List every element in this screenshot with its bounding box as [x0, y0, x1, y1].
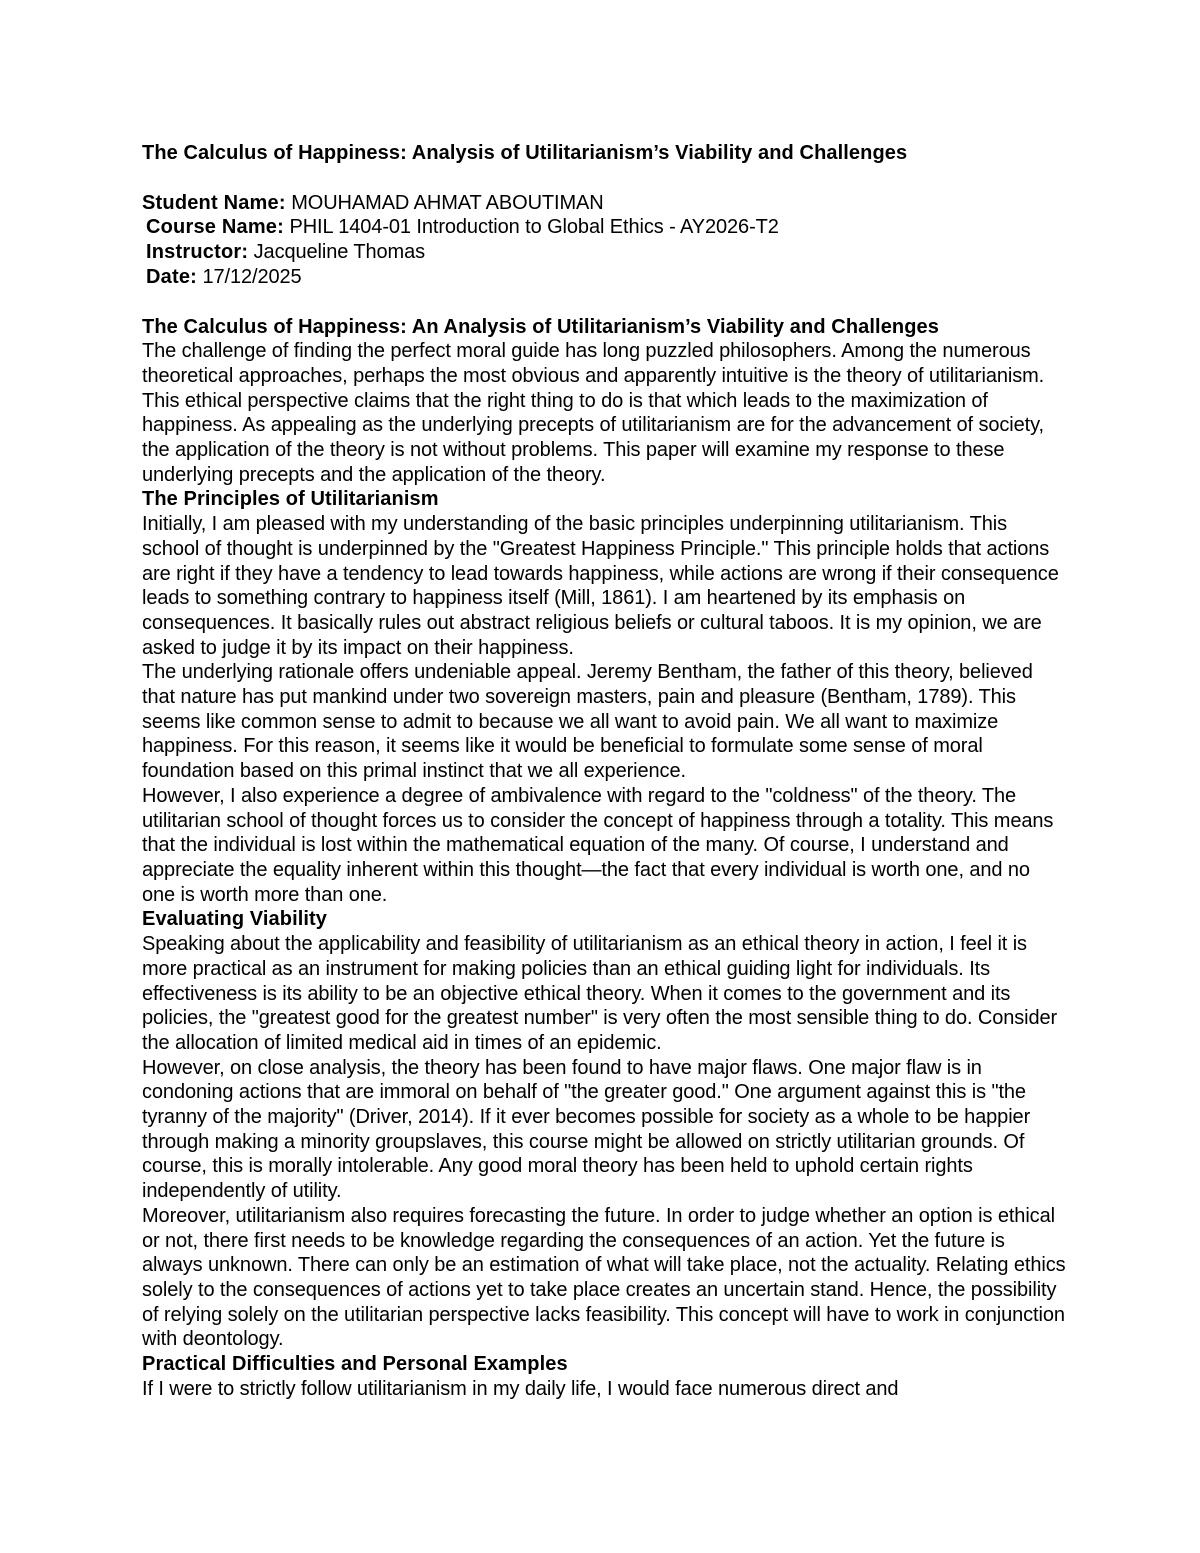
document-page: [142, 141, 1067, 1401]
paragraph: If I were to strictly follow utilitarianism in my daily life, I would face numerous direct and: [142, 1377, 899, 1400]
meta-value: 17/12/2025: [197, 265, 302, 288]
section-heading: Evaluating Viability: [142, 908, 328, 931]
section-heading: The Calculus of Happiness: An Analysis of Utilitarianism’s Viability and Challenges: [142, 315, 940, 338]
paragraph: The underlying rationale offers undeniable appeal. Jeremy Bentham, the father of this theory, believed that nature has put mankind under two sovereign masters, pain and pleasure (Bentham, 1789). This seems like common sense to admit to because we all want to avoid pain. We all want to maximize happiness. For this reason, it seems like it would be beneficial to formulate some sense of moral foundation based on this primal instinct that we all experience.: [142, 661, 1033, 783]
section-practical-difficulties: [142, 1352, 1067, 1401]
meta-label: Instructor:: [146, 241, 249, 264]
instructor-line: [142, 240, 1067, 265]
meta-label: Course Name:: [146, 216, 284, 239]
meta-value: PHIL 1404-01 Introduction to Global Ethics - AY2026-T2: [284, 216, 779, 239]
section-introduction: [142, 315, 1067, 488]
meta-value: Jacqueline Thomas: [248, 241, 426, 264]
section-principles: [142, 487, 1067, 907]
section-viability: [142, 907, 1067, 1352]
paragraph: The challenge of finding the perfect moral guide has long puzzled philosophers. Among the numerous theoretical approaches, perhaps the most obvious and apparently intuitive is the theory of utilitarianism. This ethical perspective claims that the right thing to do is that which leads to the maximization of happiness. As appealing as the underlying precepts of utilitarianism are for the advancement of society, the application of the theory is not without problems. This paper will examine my response to these underlying precepts and the application of the theory.: [142, 340, 1045, 486]
paragraph: However, I also experience a degree of ambivalence with regard to the "coldness" of the theory. The utilitarian school of thought forces us to consider the concept of happiness through a totality. This means that the individual is lost within the mathematical equation of the many. Of course, I understand and appreciate the equality inherent within this thought—the fact that every individual is worth one, and no one is worth more than one.: [142, 784, 1054, 906]
paragraph: Moreover, utilitarianism also requires forecasting the future. In order to judge whether an option is ethical or not, there first needs to be knowledge regarding the consequences of an action. Yet the future is always unknown. There can only be an estimation of what will take place, not the actuality. Relating ethics solely to the consequences of actions yet to take place creates an uncertain stand. Hence, the possibility of relying solely on the utilitarian perspective lacks feasibility. This concept will have to work in conjunction with deontology.: [142, 1204, 1066, 1351]
document-title: The Calculus of Happiness: Analysis of Utilitarianism’s Viability and Challenges: [142, 142, 908, 164]
paragraph: Speaking about the applicability and feasibility of utilitarianism as an ethical theory in action, I feel it is more practical as an instrument for making policies than an ethical guiding light for individuals. Its effectiveness is its ability to be an objective ethical theory. When it comes to the government and its policies, the "greatest good for the greatest number" is very often the most sensible thing to do. Consider the allocation of limited medical aid in times of an epidemic.: [142, 933, 1058, 1054]
section-heading: The Principles of Utilitarianism: [142, 488, 439, 511]
section-heading: Practical Difficulties and Personal Examples: [142, 1353, 568, 1376]
paragraph: However, on close analysis, the theory has been found to have major flaws. One major flaw is in condoning actions that are immoral on behalf of "the greater good." One argument against this is "the tyranny of the majority" (Driver, 2014). If it ever becomes possible for society as a whole to be happier through making a minority groupslaves, this course might be allowed on strictly utilitarian grounds. Of course, this is morally intolerable. Any good moral theory has been held to uphold certain rights independently of utility.: [142, 1056, 1031, 1203]
meta-value: MOUHAMAD AHMAT ABOUTIMAN: [285, 191, 604, 214]
date-line: [142, 265, 1067, 290]
student-info-block: [142, 191, 1067, 290]
meta-label: Date:: [146, 265, 198, 288]
paragraph: Initially, I am pleased with my understanding of the basic principles underpinning utilitarianism. This school of thought is underpinned by the "Greatest Happiness Principle." This principle holds that actions are right if they have a tendency to lead towards happiness, while actions are wrong if their consequence leads to something contrary to happiness itself (Mill, 1861). I am heartened by its emphasis on consequences. It basically rules out abstract religious beliefs or cultural taboos. It is my opinion, we are asked to judge it by its impact on their happiness.: [142, 513, 1059, 659]
meta-label: Student Name:: [142, 191, 286, 214]
course-name-line: [142, 215, 1067, 240]
student-name-line: [142, 191, 1067, 216]
